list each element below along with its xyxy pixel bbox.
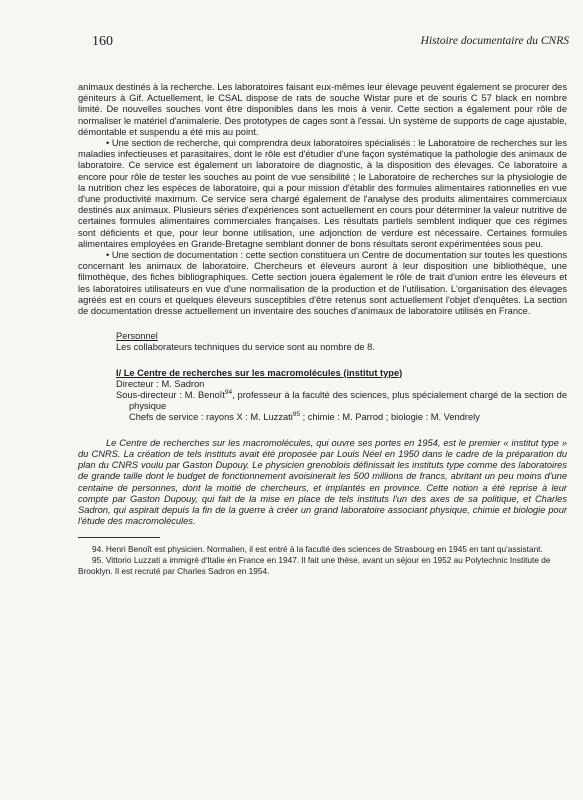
chefs-chimie-biologie: ; chimie : M. Parrod ; biologie : M. Vendrely [300, 412, 480, 423]
paragraph-continuation: animaux destinés à la recherche. Les laboratoires faisant eux-mêmes leur élevage peuvent également se procurer des géniteurs à Gif. Actuellement, le CSAL dispose de rats de souche Wistar pure et de souris C 57 black en nombre limité. De nouvelles souches vont être disponibles dans les mois à venir. Cette section a également pour rôle de normaliser le matériel d'animalerie. Des prototypes de cages sont à l'essai. Un système de supports de cage ajustable, démontable et suspendu a été mis au point. [78, 82, 567, 137]
personnel-section [116, 331, 567, 353]
sous-directeur-role: , professeur à la faculté des sciences, plus spécialement chargé de la section de physique [129, 390, 567, 412]
institut-section [116, 368, 567, 424]
sous-directeur-name: Sous-directeur : M. Benoît [116, 390, 225, 401]
institut-heading: I/ Le Centre de recherches sur les macromolécules (institut type) [116, 367, 403, 378]
chefs-de-service-line [116, 412, 567, 423]
italic-commentary: Le Centre de recherches sur les macromolécules, qui ouvre ses portes en 1954, est le premier « institut type » du CNRS. La création de tels instituts avait été proposée par Louis Néel en 1950 dans le cadre de la préparation du plan du CNRS voulu par Gaston Dupouy. Le physicien grenoblois définissait les instituts type comme des laboratoires de grande taille dont le budget de fonctionnement avoisinerait les 500 millions de francs, abritant un peu moins d'une centaine de personnes, dont la moitié de chercheurs, et implantés en province. Cette notion a été reprise à leur compte par Gaston Dupouy, qui fait de la mise en place de tels instituts l'un des axes de sa politique, et Charles Sadron, qui aspirait depuis la fin de la guerre à créer un grand laboratoire associant physique, chimie et biologie pour l'étude des macromolécules. [78, 437, 567, 527]
personnel-text: Les collaborateurs techniques du service sont au nombre de 8. [116, 342, 375, 353]
footnote-divider [78, 537, 160, 538]
directeur-line: Directeur : M. Sadron [116, 378, 205, 389]
footnote-95: 95. Vittorio Luzzati a immigré d'Italie en France en 1947. Il fait une thèse, avant un séjour en 1952 au Polytechnic Institute de Brooklyn. Il est recruté par Charles Sadron en 1954. [78, 555, 551, 577]
paragraph-research-section: • Une section de recherche, qui comprendra deux laboratoires spécialisés : le Laboratoire de recherches sur les maladies infectieuses et parasitaires, dont le rôle est d'étudier d'une façon systématique la pathologie des animaux de laboratoire. Ce service est également un laboratoire de diagnostic, à la disposition des élevages. Ce laboratoire a encore pour rôle de tester les souches au point de vue sensibilité ; le Laboratoire de recherches sur la physiologie de la nutrition chez les espèces de laboratoire, qui a pour mission d'établir des formules alimentaires rationnelles en vue d'une productivité maximum. Ce service sera chargé également de l'analyse des produits alimentaires commerciaux destinés aux animaux. Plusieurs séries d'expériences sont actuellement en cours pour déterminer la valeur nutritive de certaines formules alimentaires commerciales françaises. Les résultats partiels semblent indiquer que ces régimes sont déficients et que, pour leur bonne utilisation, une adjonction de verdure est nécessaire. Certaines formules alimentaires employées en Grande-Bretagne semblant donner de bons résultats seront expérimentées sous peu. [78, 138, 567, 249]
footnote-ref-95: 95 [292, 411, 301, 419]
sous-directeur-line [116, 390, 567, 412]
chefs-rayons-x: Chefs de service : rayons X : M. Luzzati [129, 412, 293, 423]
page-body [78, 82, 567, 577]
footnote-ref-94: 94 [224, 388, 233, 396]
paragraph-documentation-section: • Une section de documentation : cette section constituera un Centre de documentation sur toutes les questions concernant les animaux de laboratoire. Chercheurs et éleveurs auront à leur disposition une bibliothèque, une filmothèque, des fiches bibliographiques. Cette section jouera également le rôle de trait d'union entre les éleveurs et les laboratoires utilisateurs en vue d'une normalisation de la production et de l'utilisation. L'organisation des élevages agréés est en cours et quelques éleveurs susceptibles d'être retenus sont actuellement l'objet d'enquêtes. La section de documentation dresse actuellement un inventaire des souches d'animaux de laboratoire utilisés en France. [78, 250, 567, 317]
running-title: Histoire documentaire du CNRS [420, 35, 569, 47]
page-number: 160 [92, 34, 113, 49]
footnote-94: 94. Henri Benoît est physicien. Normalien, il est entré à la faculté des sciences de Strasbourg en 1945 en tant qu'assistant. [92, 544, 543, 555]
personnel-heading: Personnel [116, 331, 158, 342]
page-header [92, 34, 569, 50]
